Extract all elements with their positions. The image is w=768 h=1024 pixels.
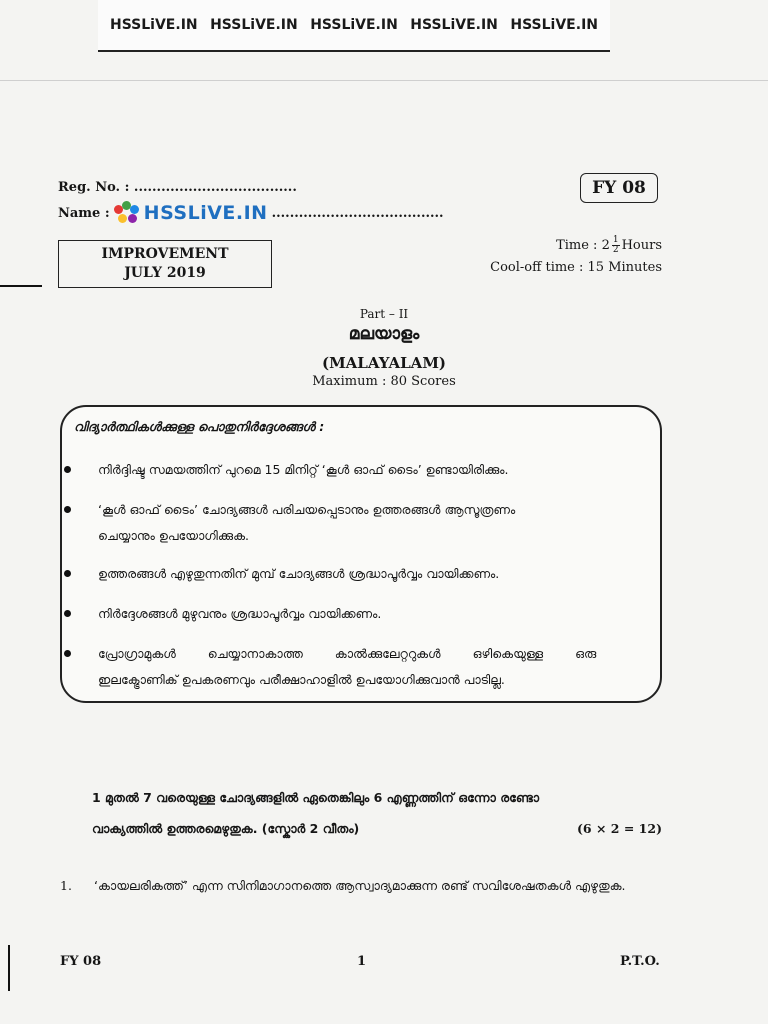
name-label: Name : — [58, 205, 110, 221]
logo-text: HSSLiVE.IN — [143, 202, 268, 224]
please-turn-over: P.T.O. — [620, 954, 660, 969]
question-text: ‘കായലരികത്ത്’ എന്ന സിനിമാഗാനത്തെ ആസ്വാദ്യമാക്കുന്ന രണ്ട് സവിശേഷതകൾ എഴുതുക. — [94, 878, 626, 893]
page-edge-line — [0, 80, 768, 81]
reg-no-field: Reg. No. : .................................... — [58, 180, 297, 195]
hsslive-logo — [114, 201, 268, 225]
cool-off-time: Cool-off time : 15 Minutes — [490, 260, 662, 275]
subject-title-english: (MALAYALAM) — [321, 354, 447, 372]
instruction-item — [98, 641, 654, 693]
page-number: 1 — [357, 954, 367, 969]
name-field — [58, 201, 444, 225]
section-instruction-line: 1 മുതൽ 7 വരെയുള്ള ചോദ്യങ്ങളിൽ ഏതെങ്കിലും 6 എണ്ണത്തിന് ഒന്നോ രണ്ടോ — [92, 790, 540, 805]
instruction-line: പ്രോഗ്രാമുകൾ ചെയ്യാനാകാത്ത കാൽക്കുലേറ്ററുകൾ ഒഴികെയുള്ള ഒരു — [98, 646, 597, 661]
exam-session-box — [58, 240, 272, 288]
watermark-text: HSSLiVE.IN — [310, 17, 398, 33]
section-marks: (6 × 2 = 12) — [577, 821, 662, 836]
watermark-text: HSSLiVE.IN — [410, 17, 498, 33]
part-label: Part – II — [359, 307, 409, 321]
paper-code: FY 08 — [580, 173, 658, 203]
question-number: 1. — [60, 878, 72, 893]
footer-paper-code: FY 08 — [60, 954, 102, 969]
section-instruction — [92, 782, 662, 844]
instruction-item: ഉത്തരങ്ങൾ എഴുതുന്നതിന് മുമ്പ് ചോദ്യങ്ങൾ ശ്രദ്ധാപൂർവ്വം വായിക്കണം. — [98, 561, 654, 587]
section-instruction-line: വാക്യത്തിൽ ഉത്തരമെഴുതുക. (സ്കോർ 2 വീതം) — [92, 821, 360, 836]
maximum-score: Maximum : 80 Scores — [312, 374, 456, 389]
exam-type: IMPROVEMENT — [101, 246, 229, 262]
watermark-text: HSSLiVE.IN — [210, 17, 298, 33]
instruction-line: ‘കൂൾ ഓഫ് ടൈം’ ചോദ്യങ്ങൾ പരിചയപ്പെടാനും ഉത്തരങ്ങൾ ആസൂത്രണം — [98, 502, 516, 517]
instructions-list — [98, 457, 654, 693]
instructions-heading: വിദ്യാർത്ഥികൾക്കുള്ള പൊതുനിർദ്ദേശങ്ങൾ : — [74, 419, 325, 434]
name-dots: ...................................... — [271, 205, 444, 221]
subject-title-malayalam: മലയാളം — [348, 324, 420, 344]
watermark-banner — [98, 0, 610, 52]
instructions-box — [60, 405, 662, 703]
instruction-item — [98, 497, 654, 549]
scan-mark — [8, 945, 10, 991]
kids-icon — [114, 201, 144, 225]
instruction-item: നിർദ്ദിഷ്ട സമയത്തിന് പുറമെ 15 മിനിറ്റ് ‘കൂൾ ഓഫ് ടൈം’ ഉണ്ടായിരിക്കും. — [98, 457, 654, 483]
instruction-line: ഇലക്ട്രോണിക് ഉപകരണവും പരീക്ഷാഹാളിൽ ഉപയോഗിക്കുവാൻ പാടില്ല. — [98, 672, 505, 687]
instruction-line: ചെയ്യാനും ഉപയോഗിക്കുക. — [98, 528, 250, 543]
watermark-text: HSSLiVE.IN — [110, 17, 198, 33]
exam-date: JULY 2019 — [124, 265, 206, 281]
time-allowed: Time : 2 $\frac{1}{2}$ Hours — [556, 235, 662, 255]
instruction-item: നിർദ്ദേശങ്ങൾ മുഴുവനും ശ്രദ്ധാപൂർവ്വം വായിക്കണം. — [98, 601, 654, 627]
half-fraction: $\frac{1}{2}$ — [612, 235, 619, 255]
scan-mark — [0, 285, 42, 287]
watermark-text: HSSLiVE.IN — [510, 17, 598, 33]
